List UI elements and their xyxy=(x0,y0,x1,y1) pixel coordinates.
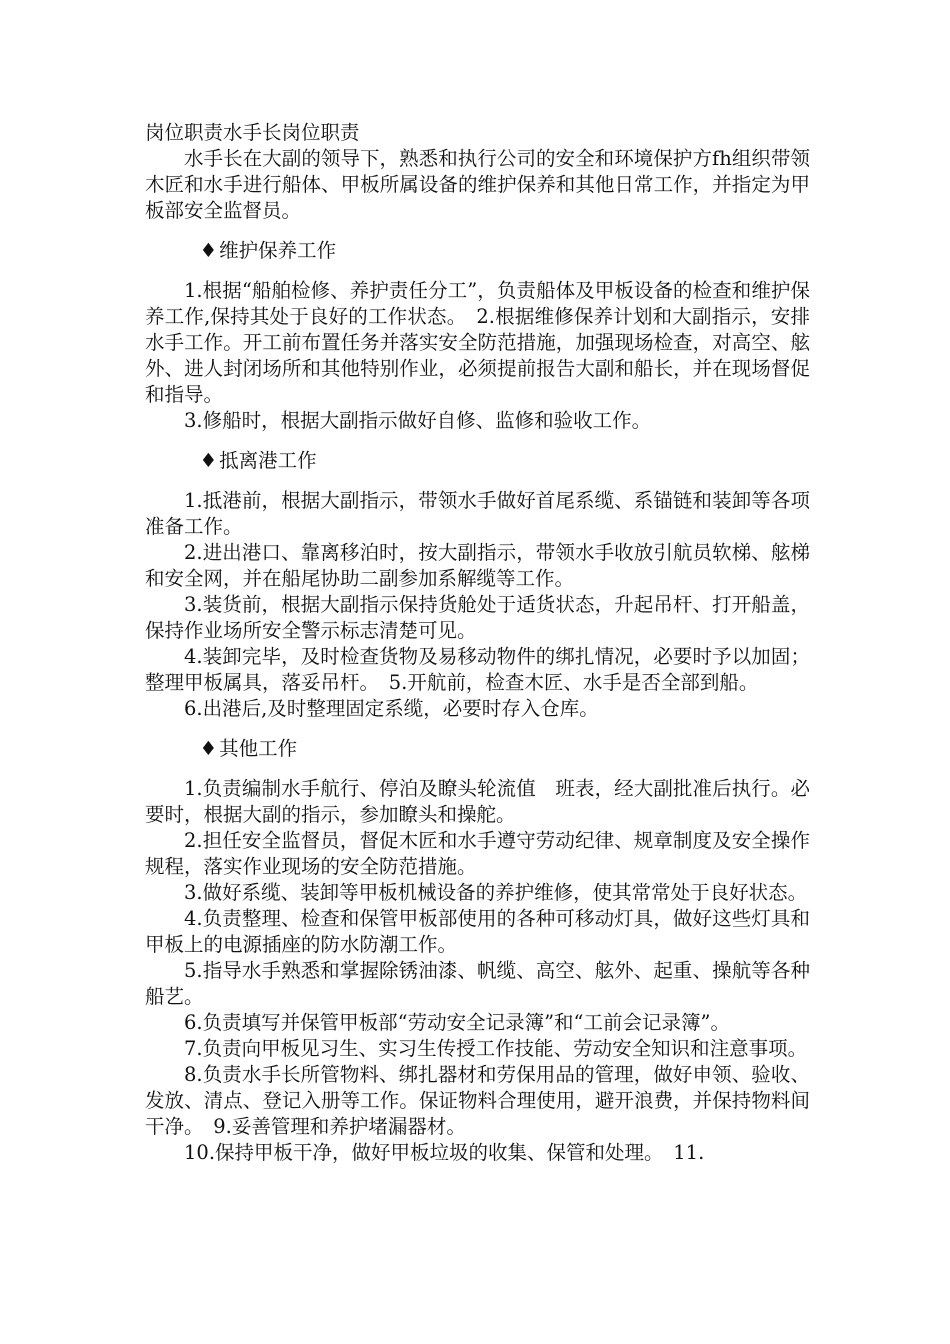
section-other-work xyxy=(145,736,810,1166)
section-heading-text: 抵离港工作 xyxy=(219,449,317,472)
section-heading-text: 维护保养工作 xyxy=(219,239,337,262)
diamond-bullet-icon: ♦ xyxy=(199,449,218,472)
paragraph: 6.出港后,及时整理固定系缆，必要时存入仓库。 xyxy=(184,697,599,720)
paragraph: 2.进出港口、靠离移泊时，按大副指示，带领水手收放引航员软梯、舷梯和安全网，并在船尾协助二副参加系解缆等工作。 xyxy=(145,541,810,590)
paragraph: 1.抵港前，根据大副指示，带领水手做好首尾系缆、系锚链和装卸等各项准备工作。 xyxy=(145,489,810,538)
paragraph: 7.负责向甲板见习生、实习生传授工作技能、劳动安全知识和注意事项。 xyxy=(184,1037,808,1060)
section-heading xyxy=(145,736,810,762)
paragraph: 4.装卸完毕，及时检查货物及易移动物件的绑扎情况，必要时予以加固；整理甲板属具，落妥吊杆。 5.开航前，检查木匠、水手是否全部到船。 xyxy=(145,645,810,694)
paragraph: 3.装货前，根据大副指示保持货舱处于适货状态，升起吊杆、打开船盖，保持作业场所安全警示标志清楚可见。 xyxy=(145,593,810,642)
diamond-bullet-icon: ♦ xyxy=(199,737,218,760)
paragraph: 5.指导水手熟悉和掌握除锈油漆、帆缆、高空、舷外、起重、操航等各种船艺。 xyxy=(145,959,810,1008)
paragraph: 4.负责整理、检查和保管甲板部使用的各种可移动灯具，做好这些灯具和甲板上的电源插座的防水防潮工作。 xyxy=(145,907,810,956)
document-title: 岗位职责水手长岗位职责 xyxy=(145,121,360,144)
paragraph: 3.做好系缆、装卸等甲板机械设备的养护维修，使其常常处于良好状态。 xyxy=(184,881,808,904)
diamond-bullet-icon: ♦ xyxy=(199,239,218,262)
section-heading xyxy=(145,448,810,474)
paragraph: 8.负责水手长所管物料、绑扎器材和劳保用品的管理，做好申领、验收、发放、清点、登记入册等工作。保证物料合理使用，避开浪费，并保持物料间干净。 9.妥善管理和养护堵漏器材。 xyxy=(145,1063,810,1138)
paragraph: 10.保持甲板干净，做好甲板垃圾的收集、保管和处理。 11. xyxy=(184,1141,705,1164)
section-heading xyxy=(145,238,810,264)
paragraph: 1.根据“船舶检修、养护责任分工”，负责船体及甲板设备的检查和维护保养工作,保持其处于良好的工作状态。 2.根据维修保养计划和大副指示，安排水手工作。开工前布置任务并落实安全防范措施，加强现场检查，对高空、舷外、进人封闭场所和其他特别作业，必须提前报告大副和船长，并在现场督促和指导。 xyxy=(145,279,810,406)
paragraph: 1.负责编制水手航行、停泊及瞭头轮流值 班表，经大副批准后执行。必要时，根据大副的指示，参加瞭头和操舵。 xyxy=(145,777,810,826)
paragraph: 6.负责填写并保管甲板部“劳动安全记录簿”和“工前会记录簿”。 xyxy=(184,1011,730,1034)
document-body xyxy=(145,120,810,1166)
paragraph: 2.担任安全监督员，督促木匠和水手遵守劳动纪律、规章制度及安全操作规程，落实作业现场的安全防范措施。 xyxy=(145,829,810,878)
intro-paragraph: 水手长在大副的领导下，熟悉和执行公司的安全和环境保护方fh组织带领木匠和水手进行船体、甲板所属设备的维护保养和其他日常工作，并指定为甲板部安全监督员。 xyxy=(145,147,810,222)
section-maintenance xyxy=(145,238,810,434)
section-heading-text: 其他工作 xyxy=(219,737,298,760)
section-port-arrival-departure xyxy=(145,448,810,722)
paragraph: 3.修船时，根据大副指示做好自修、监修和验收工作。 xyxy=(184,409,652,432)
